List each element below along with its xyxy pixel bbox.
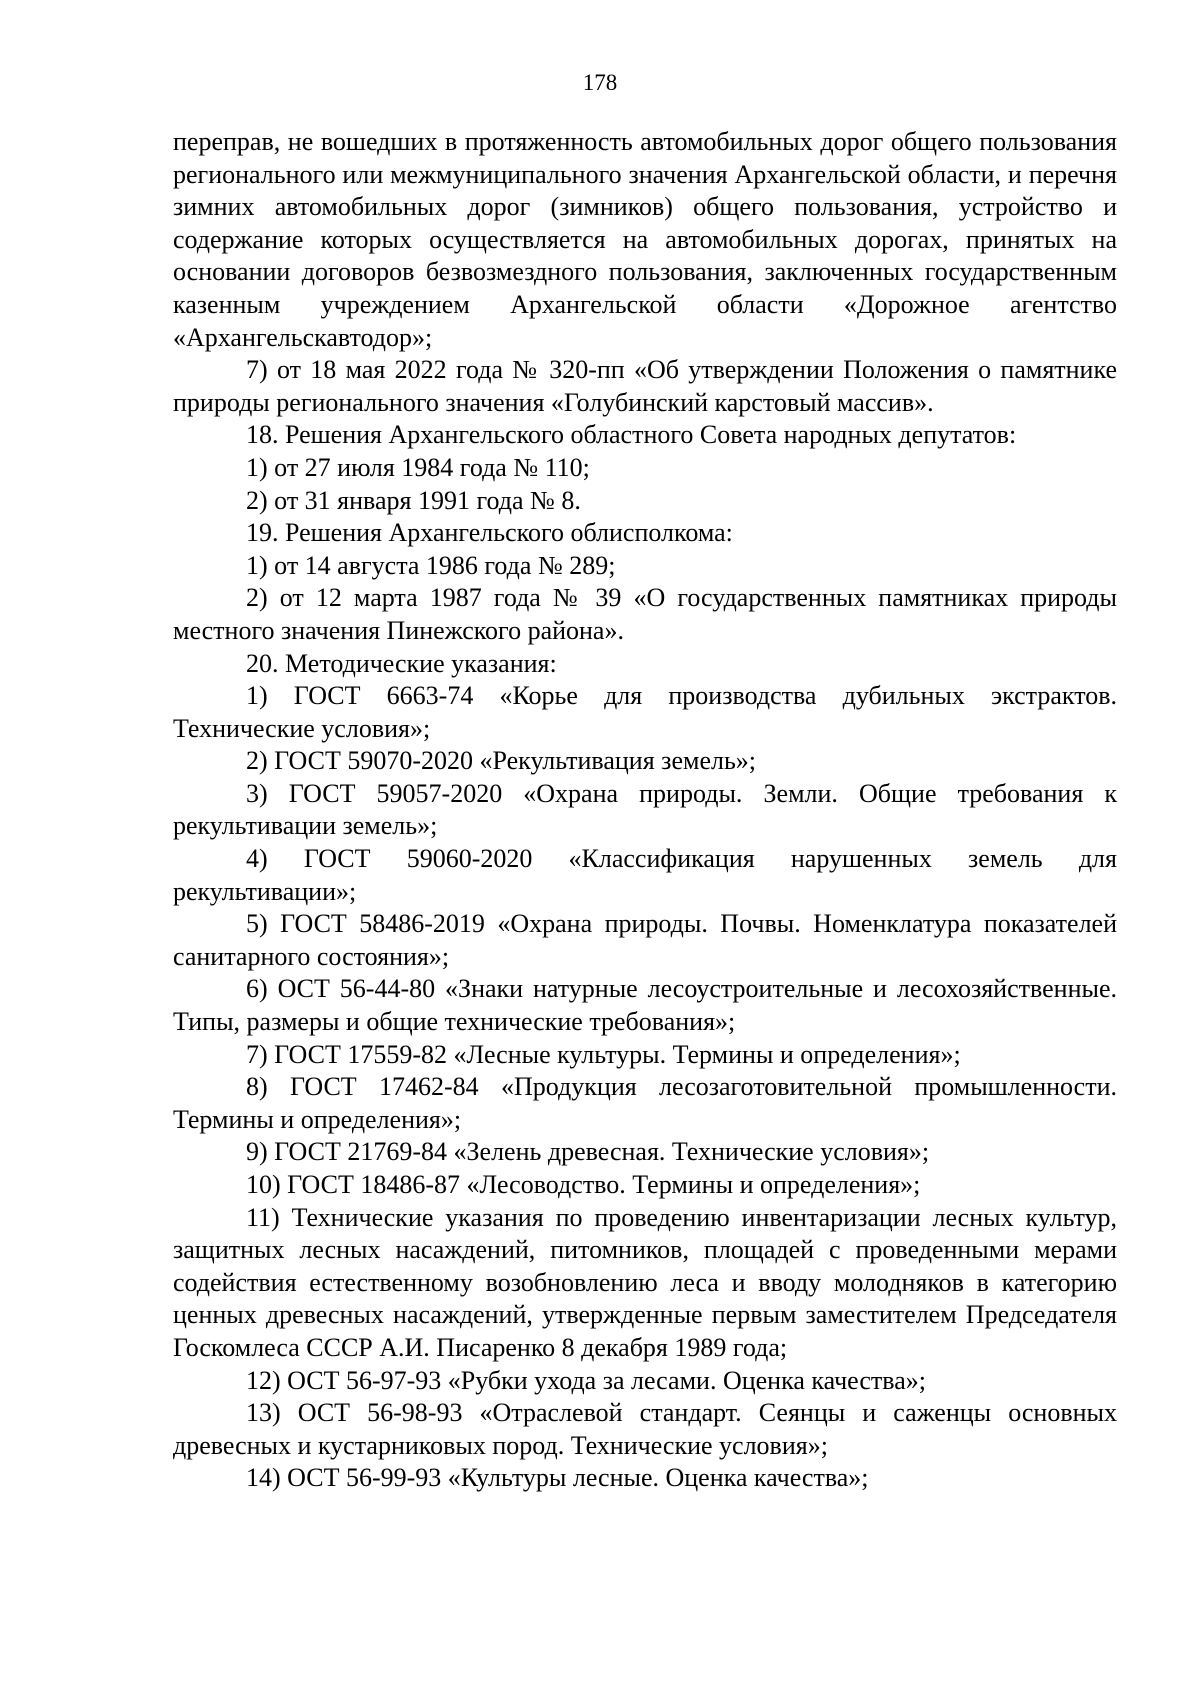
list-item-standard-3: 3) ГОСТ 59057-2020 «Охрана природы. Земли. Общие требования к рекультивации земель»; [173, 778, 1117, 841]
section-heading-18: 18. Решения Архангельского областного Совета народных депутатов: [246, 420, 1017, 450]
list-item-standard-1: 1) ГОСТ 6663-74 «Корье для производства дубильных экстрактов. Технические условия»; [173, 681, 1117, 743]
list-item-standard-10: 10) ГОСТ 18486-87 «Лесоводство. Термины и определения»; [246, 1170, 921, 1199]
list-item-oblispolkom-1: 1) от 14 августа 1986 года № 289; [246, 550, 616, 580]
list-item-standard-2: 2) ГОСТ 59070-2020 «Рекультивация земель»; [246, 746, 757, 776]
list-item-standard-9: 9) ГОСТ 21769-84 «Зелень древесная. Технические условия»; [246, 1137, 930, 1167]
list-item-standard-13: 13) ОСТ 56-98-93 «Отраслевой стандарт. Сеянцы и саженцы основных древесных и кустарниковых пород. Технические условия»; [173, 1398, 1117, 1460]
document-body [173, 126, 1117, 1495]
list-item-standard-8: 8) ГОСТ 17462-84 «Продукция лесозаготовительной промышленности. Термины и определения»; [173, 1072, 1117, 1134]
list-item-standard-11: 11) Технические указания по проведению инвентаризации лесных культур, защитных лесных насаждений, питомников, площадей с проведенными мерами содействия естественному возобновлению леса и вводу молодняков в категорию ценных древесных насаждений, утвержденные первым заместителем Председателя Госкомлеса СССР А.И. Писаренко 8 декабря 1989 года; [173, 1202, 1117, 1362]
list-item-standard-7: 7) ГОСТ 17559-82 «Лесные культуры. Термины и определения»; [246, 1039, 961, 1069]
list-item-standard-12: 12) ОСТ 56-97-93 «Рубки ухода за лесами. Оценка качества»; [246, 1365, 926, 1395]
page-number: 178 [582, 70, 618, 95]
list-item-decision-2: 2) от 31 января 1991 года № 8. [246, 485, 581, 515]
list-item-decree-7: 7) от 18 мая 2022 года № 320-пп «Об утверждении Положения о памятнике природы регионального значения «Голубинский карстовый массив». [173, 355, 1117, 417]
list-item-standard-4: 4) ГОСТ 59060-2020 «Классификация нарушенных земель для рекультивации»; [173, 844, 1117, 906]
list-item-standard-14: 14) ОСТ 56-99-93 «Культуры лесные. Оценка качества»; [246, 1463, 869, 1493]
paragraph-continuation: переправ, не вошедших в протяженность автомобильных дорог общего пользования регионального или межмуниципального значения Архангельской области, и перечня зимних автомобильных дорог (зимников) общего пользования, устройство и содержание которых осуществляется на автомобильных дорогах, принятых на основании договоров безвозмездного пользования, заключенных государственным казенным учреждением Архангельской области «Дорожное агентство «Архангельскавтодор»; [173, 127, 1117, 352]
list-item-decision-1: 1) от 27 июля 1984 года № 110; [246, 452, 590, 482]
list-item-standard-6: 6) ОСТ 56-44-80 «Знаки натурные лесоустроительные и лесохозяйственные. Типы, размеры и общие технические требования»; [173, 974, 1117, 1037]
section-heading-19: 19. Решения Архангельского облисполкома: [246, 518, 733, 548]
list-item-standard-5: 5) ГОСТ 58486-2019 «Охрана природы. Почвы. Номенклатура показателей санитарного состояния»; [173, 909, 1117, 971]
list-item-oblispolkom-2: 2) от 12 марта 1987 года № 39 «О государственных памятниках природы местного значения Пинежского района». [173, 583, 1117, 645]
section-heading-20: 20. Методические указания: [246, 648, 557, 678]
